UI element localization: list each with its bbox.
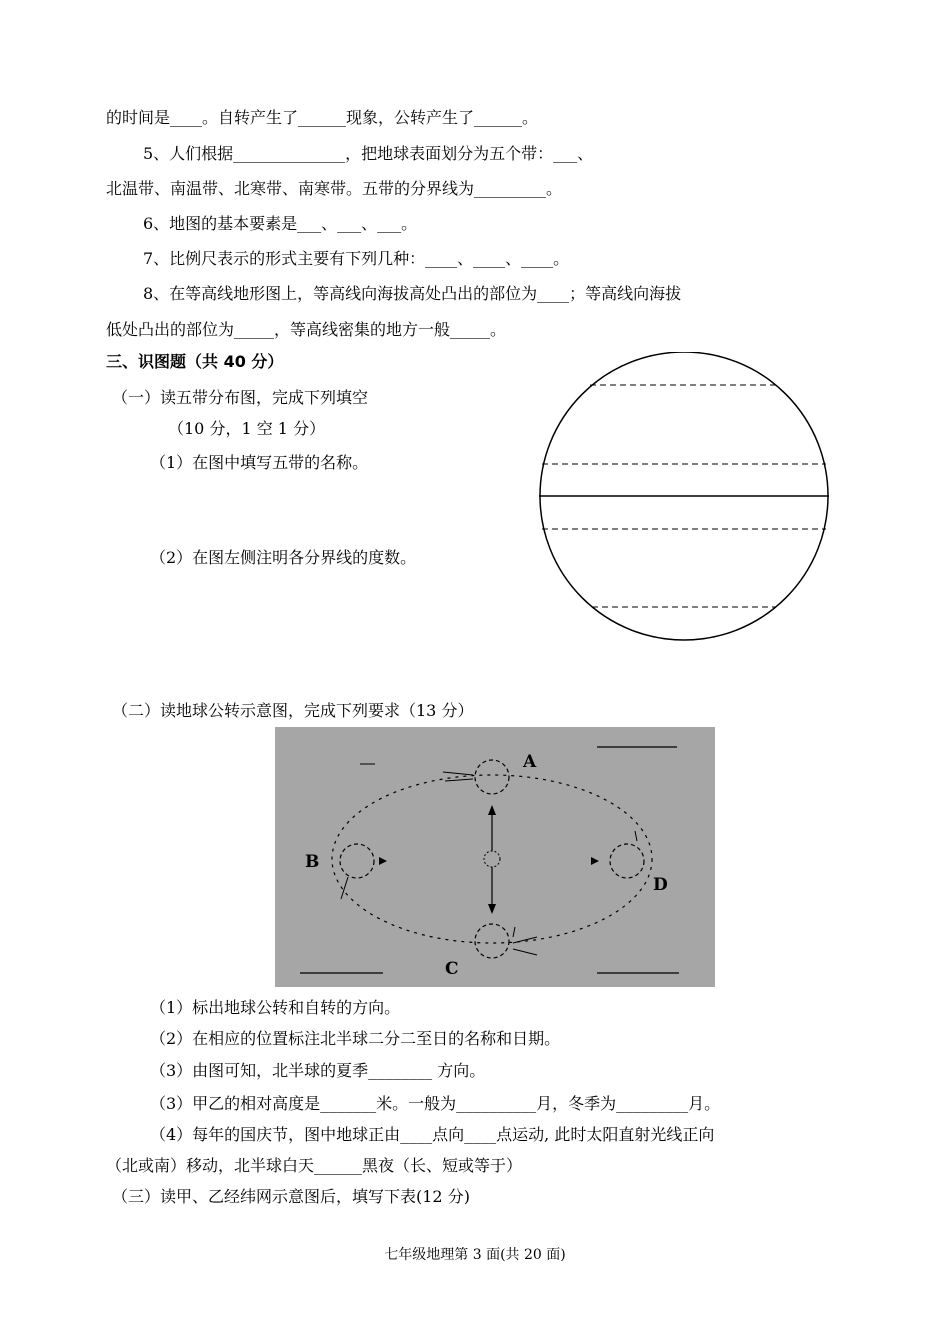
part2-item3: （3）由图可知，北半球的夏季________ 方向。 xyxy=(150,1061,486,1080)
section3-title: 三、识图题（共 40 分） xyxy=(106,352,284,371)
label-a: A xyxy=(523,752,537,772)
earth-revolution-diagram xyxy=(275,727,715,987)
q8-line2: 低处凸出的部位为_____，等高线密集的地方一般_____。 xyxy=(106,320,507,339)
part2-item2: （2）在相应的位置标注北半球二分二至日的名称和日期。 xyxy=(150,1029,561,1048)
label-d: D xyxy=(653,875,668,895)
label-b: B xyxy=(305,852,320,872)
part2-item3b: （3）甲乙的相对高度是_______米。一般为__________月，冬季为_________月。 xyxy=(150,1094,721,1113)
five-zones-diagram xyxy=(536,352,836,652)
part1-item1: （1）在图中填写五带的名称。 xyxy=(150,453,369,472)
q8-line1: 8、在等高线地形图上，等高线向海拔高处凸出的部位为____；等高线向海拔 xyxy=(143,284,682,303)
part2-item4-line1: （4）每年的国庆节，图中地球正由____点向____点运动, 此时太阳直射光线正向 xyxy=(150,1125,715,1144)
label-c: C xyxy=(445,959,459,979)
q6: 6、地图的基本要素是___、___、___。 xyxy=(143,214,418,233)
part2-title: （二）读地球公转示意图，完成下列要求（13 分） xyxy=(112,701,474,720)
q7: 7、比例尺表示的形式主要有下列几种：____、____、____。 xyxy=(143,249,570,268)
part2-item4-line2: （北或南）移动，北半球白天______黑夜（长、短或等于） xyxy=(106,1156,523,1175)
part3-title: （三）读甲、乙经纬网示意图后，填写下表(12 分) xyxy=(112,1187,470,1206)
part2-item1: （1）标出地球公转和自转的方向。 xyxy=(150,998,401,1017)
page-footer: 七年级地理第 3 面(共 20 面) xyxy=(384,1247,566,1263)
q5-line1: 5、人们根据______________，把地球表面划分为五个带：___、 xyxy=(143,144,594,163)
q4-continuation: 的时间是____。自转产生了______现象，公转产生了______。 xyxy=(106,108,539,127)
q5-line2: 北温带、南温带、北寒带、南寒带。五带的分界线为_________。 xyxy=(106,179,563,198)
part1-score: （10 分，1 空 1 分） xyxy=(168,419,326,438)
part1-title: （一）读五带分布图，完成下列填空 xyxy=(112,388,369,407)
part1-item2: （2）在图左侧注明各分界线的度数。 xyxy=(150,548,417,567)
